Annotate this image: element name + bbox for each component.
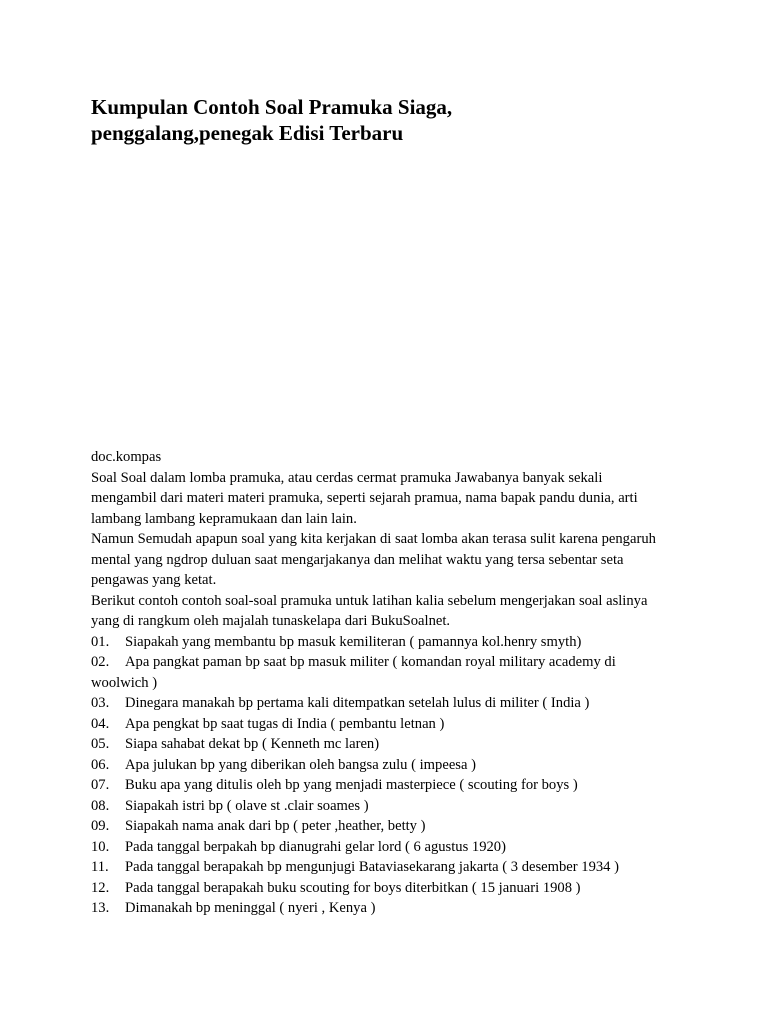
title-line: Kumpulan Contoh Soal Pramuka Siaga, [91,95,453,119]
paragraph-line: Namun Semudah apapun soal yang kita kerjakan di saat lomba akan terasa sulit karena pengaruh [91,531,656,547]
paragraph-line: mental yang ngdrop duluan saat mengarjakanya dan melihat waktu yang tersa sebentar seta [91,551,624,568]
question-number: 13. [91,900,110,916]
question-text: Dinegara manakah bp pertama kali ditempatkan setelah lulus di militer ( India ) [125,695,590,711]
question-item [91,755,691,776]
paragraph-line: pengawas yang ketat. [91,572,217,588]
question-item [91,878,691,899]
title-line: penggalang,penegak Edisi Terbaru [91,121,404,145]
question-number: 08. [91,797,110,814]
question-number: 01. [91,633,110,650]
question-text: Apa julukan bp yang diberikan oleh bangsa zulu ( impeesa ) [125,756,476,773]
document-title [91,94,691,146]
question-number: 04. [91,715,110,732]
source-credit: doc.kompas [91,449,162,465]
question-number: 11. [91,859,109,875]
question-item [91,714,691,735]
question-number: 12. [91,879,110,896]
question-number: 06. [91,756,110,773]
question-text: Apa pangkat paman bp saat bp masuk militer ( komandan royal military academy di [125,654,616,670]
question-item [91,857,691,878]
question-item [91,693,691,714]
paragraph-line: lambang lambang kepramukaan dan lain lain. [91,510,357,527]
question-item [91,632,691,653]
question-item [91,837,691,858]
question-text: Siapakah nama anak dari bp ( peter ,heather, betty ) [125,818,426,834]
question-item [91,898,691,919]
paragraph-line: Soal Soal dalam lomba pramuka, atau cerdas cermat pramuka Jawabanya banyak sekali [91,469,603,486]
question-text: Pada tanggal berpakah bp dianugrahi gelar lord ( 6 agustus 1920) [125,838,506,855]
question-text: Pada tanggal berapakah bp mengunjugi Bataviasekarang jakarta ( 3 desember 1934 ) [125,859,619,875]
question-list [91,632,691,919]
question-text: Siapakah yang membantu bp masuk kemiliteran ( pamannya kol.henry smyth) [125,633,582,650]
question-number: 03. [91,695,110,711]
question-text: Pada tanggal berapakah buku scouting for boys diterbitkan ( 15 januari 1908 ) [125,879,581,896]
question-item [91,652,691,673]
paragraph-line: yang di rangkum oleh majalah tunaskelapa dari BukuSoalnet. [91,613,451,629]
question-item [91,734,691,755]
question-text: Siapa sahabat dekat bp ( Kenneth mc laren) [125,736,380,752]
question-number: 05. [91,736,110,752]
question-text: Dimanakah bp meninggal ( nyeri , Kenya ) [125,900,376,916]
question-text: Buku apa yang ditulis oleh bp yang menjadi masterpiece ( scouting for boys ) [125,777,578,793]
question-continuation: woolwich ) [91,674,158,691]
question-item [91,775,691,796]
question-text: Siapakah istri bp ( olave st .clair soames ) [125,797,369,814]
question-number: 02. [91,654,110,670]
document-body [91,447,691,919]
paragraph-line: Berikut contoh contoh soal-soal pramuka untuk latihan kalia sebelum mengerjakan soal aslinya [91,592,648,609]
question-item [91,816,691,837]
question-item [91,796,691,817]
question-number: 09. [91,818,110,834]
question-text: Apa pengkat bp saat tugas di India ( pembantu letnan ) [125,715,445,732]
question-number: 10. [91,838,110,855]
paragraph-line: mengambil dari materi materi pramuka, seperti sejarah pramua, nama bapak pandu dunia, arti [91,490,638,506]
question-number: 07. [91,777,110,793]
